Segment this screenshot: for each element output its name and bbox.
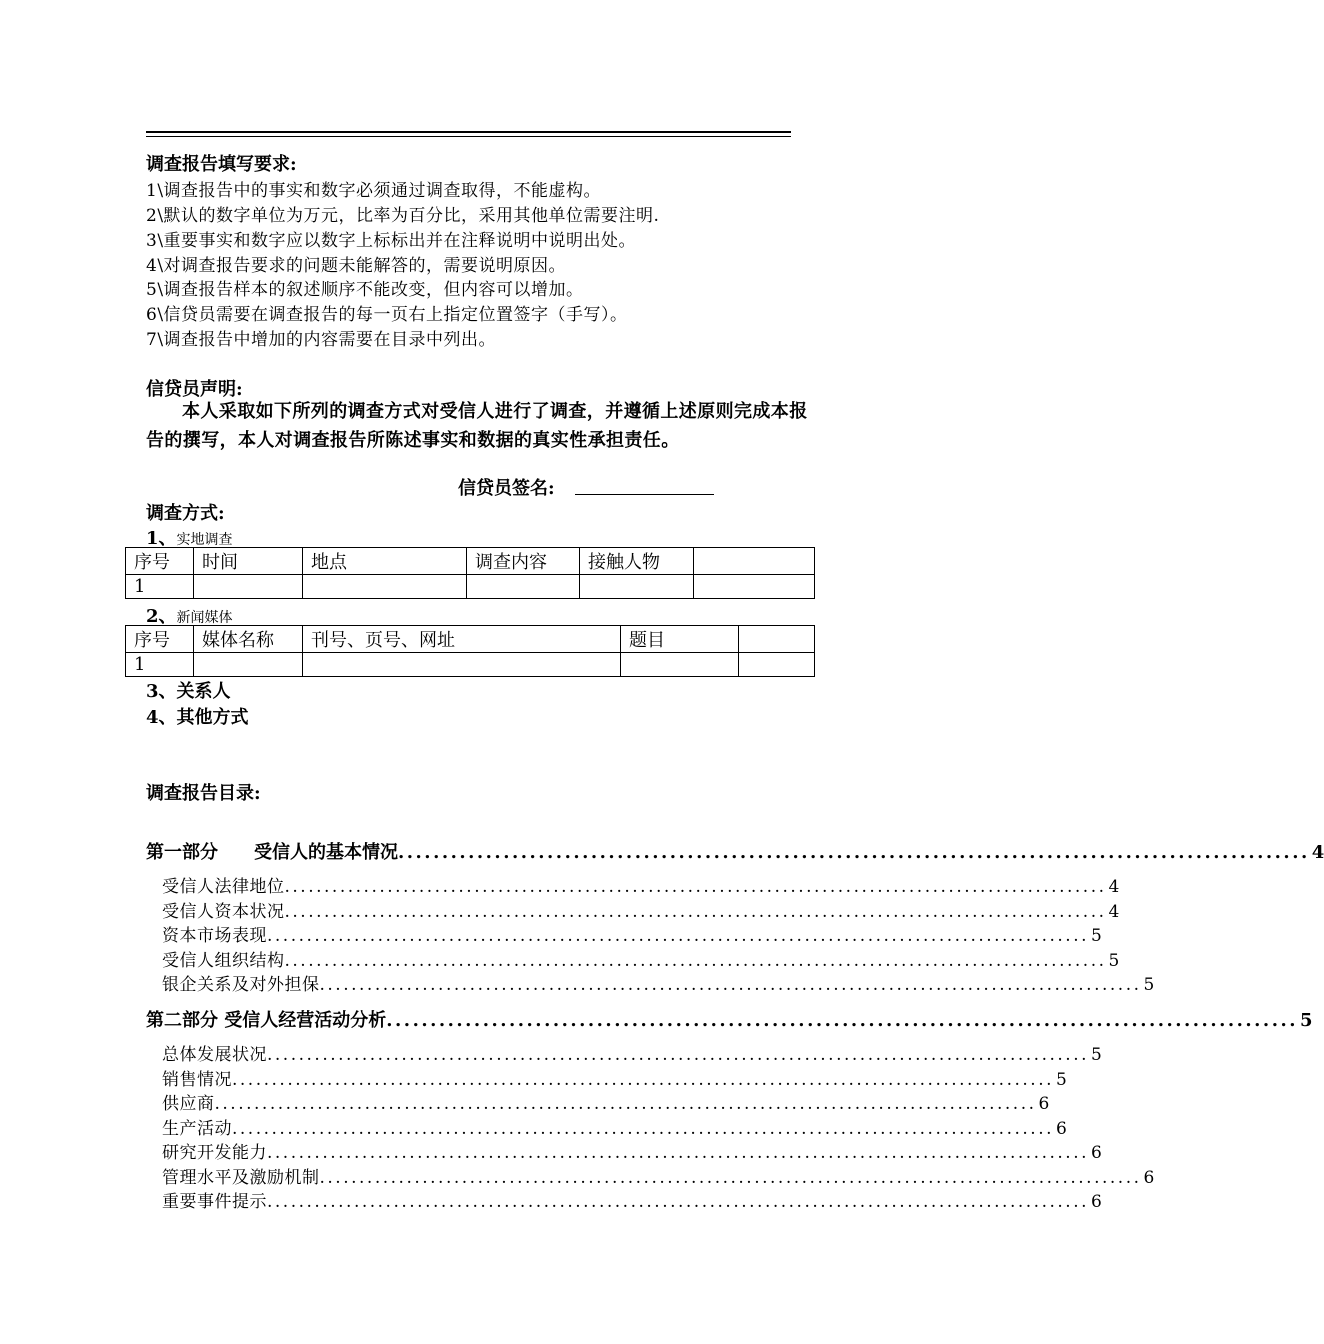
- table-cell: [303, 653, 621, 677]
- toc-page-number: 6: [1091, 1192, 1103, 1212]
- table-cell: [194, 575, 303, 599]
- toc-entry[interactable]: [162, 946, 1120, 971]
- signature-label: 信贷员签名:: [458, 478, 555, 499]
- toc-entry[interactable]: [162, 1065, 1068, 1090]
- toc-entry[interactable]: [162, 921, 1103, 946]
- field-survey-table: [125, 547, 815, 599]
- toc-part-label: 第二部分 受信人经营活动分析: [146, 1010, 387, 1031]
- table-cell: [467, 575, 580, 599]
- toc-page-number: 4: [1108, 877, 1120, 897]
- table-header-cell: [739, 626, 815, 653]
- toc-part-1[interactable]: [146, 838, 1324, 864]
- toc-page-number: 4: [1108, 902, 1120, 922]
- table-row: [126, 653, 815, 677]
- table-header-cell: 题目: [621, 626, 739, 653]
- method-1-label: 实地调查: [176, 532, 233, 548]
- toc-entry-label: 银企关系及对外担保: [162, 975, 320, 995]
- table-cell: [694, 575, 815, 599]
- toc-leader-dots: ........................................................................................................: [267, 1143, 1089, 1163]
- toc-page-number: 6: [1038, 1094, 1050, 1114]
- declaration-text: 本人采取如下所列的调查方式对受信人进行了调查，并遵循上述原则完成本报告的撰写，本人对调查报告所陈述事实和数据的真实性承担责任。: [146, 401, 808, 451]
- toc-page-number: 5: [1091, 1045, 1103, 1065]
- method-2-number: 2、: [146, 606, 177, 627]
- table-header-row: [126, 626, 815, 653]
- toc-entry[interactable]: [162, 1114, 1068, 1139]
- toc-entry[interactable]: [162, 897, 1120, 922]
- toc-leader-dots: ........................................................................................................: [386, 1010, 1298, 1031]
- toc-entry[interactable]: [162, 1138, 1103, 1163]
- table-header-cell: 接触人物: [580, 548, 694, 575]
- toc-leader-dots: ........................................................................................................: [267, 926, 1089, 946]
- toc-leader-dots: ........................................................................................................: [284, 951, 1107, 971]
- table-header-cell: 刊号、页号、网址: [303, 626, 621, 653]
- toc-leader-dots: ........................................................................................................: [319, 975, 1142, 995]
- toc-entry[interactable]: [162, 872, 1120, 897]
- method-3: 3、关系人: [146, 681, 231, 702]
- table-header-cell: 地点: [303, 548, 467, 575]
- toc-entry[interactable]: [162, 1163, 1155, 1188]
- table-header-cell: 媒体名称: [194, 626, 303, 653]
- table-header-cell: 序号: [126, 548, 194, 575]
- table-cell: [303, 575, 467, 599]
- table-cell: [621, 653, 739, 677]
- toc-entry-label: 生产活动: [162, 1119, 232, 1139]
- toc-entry-label: 销售情况: [162, 1070, 232, 1090]
- table-header-cell: 调查内容: [467, 548, 580, 575]
- table-cell: 1: [126, 653, 194, 677]
- table-header-cell: [694, 548, 815, 575]
- toc-page-number: 5: [1143, 975, 1155, 995]
- toc-leader-dots: ........................................................................................................: [398, 842, 1310, 863]
- toc-entry-label: 研究开发能力: [162, 1143, 267, 1163]
- table-cell: [194, 653, 303, 677]
- toc-leader-dots: ........................................................................................................: [232, 1119, 1054, 1139]
- toc-part-label: 第一部分 受信人的基本情况: [146, 842, 398, 863]
- toc-page-number: 6: [1091, 1143, 1103, 1163]
- toc-entry-label: 受信人资本状况: [162, 902, 285, 922]
- requirement-item: 1\调查报告中的事实和数字必须通过调查取得，不能虚构。: [146, 181, 602, 201]
- toc-page-number: 5: [1091, 926, 1103, 946]
- method-2-label: 新闻媒体: [176, 610, 233, 626]
- toc-leader-dots: ........................................................................................................: [267, 1192, 1089, 1212]
- toc-entry-label: 受信人组织结构: [162, 951, 285, 971]
- toc-page-number: 5: [1056, 1070, 1068, 1090]
- requirement-item: 6\信贷员需要在调查报告的每一页右上指定位置签字（手写）。: [146, 305, 628, 325]
- toc-entry-label: 重要事件提示: [162, 1192, 267, 1212]
- method-1-number: 1、: [146, 528, 177, 549]
- toc-page-number: 6: [1056, 1119, 1068, 1139]
- requirement-item: 4\对调查报告要求的问题未能解答的，需要说明原因。: [146, 256, 567, 276]
- news-media-table: [125, 625, 815, 677]
- toc-leader-dots: ........................................................................................................: [232, 1070, 1054, 1090]
- toc-entry-label: 总体发展状况: [162, 1045, 267, 1065]
- requirement-item: 7\调查报告中增加的内容需要在目录中列出。: [146, 330, 497, 350]
- table-header-cell: 序号: [126, 626, 194, 653]
- table-header-cell: 时间: [194, 548, 303, 575]
- table-cell: [580, 575, 694, 599]
- table-cell: 1: [126, 575, 194, 599]
- toc-leader-dots: ........................................................................................................: [284, 902, 1107, 922]
- declaration-title: 信贷员声明:: [146, 379, 243, 400]
- toc-leader-dots: ........................................................................................................: [319, 1168, 1142, 1188]
- double-rule-bottom: [146, 136, 791, 138]
- toc-entry-label: 受信人法律地位: [162, 877, 285, 897]
- requirement-item: 3\重要事实和数字应以数字上标标出并在注释说明中说明出处。: [146, 231, 637, 251]
- toc-entry[interactable]: [162, 1040, 1103, 1065]
- toc-entry[interactable]: [162, 970, 1155, 995]
- toc-title: 调查报告目录:: [146, 783, 261, 804]
- toc-leader-dots: ........................................................................................................: [214, 1094, 1037, 1114]
- toc-entry-label: 管理水平及激励机制: [162, 1168, 320, 1188]
- requirements-title: 调查报告填写要求:: [146, 154, 297, 175]
- toc-entry[interactable]: [162, 1187, 1103, 1212]
- table-row: [126, 575, 815, 599]
- table-header-row: [126, 548, 815, 575]
- methods-title: 调查方式:: [146, 503, 225, 524]
- toc-part-2[interactable]: [146, 1006, 1313, 1032]
- requirement-item: 5\调查报告样本的叙述顺序不能改变，但内容可以增加。: [146, 280, 584, 300]
- toc-entry[interactable]: [162, 1089, 1050, 1114]
- signature-line: [575, 494, 714, 495]
- toc-page-number: 6: [1143, 1168, 1155, 1188]
- toc-entry-label: 资本市场表现: [162, 926, 267, 946]
- requirement-item: 2\默认的数字单位为万元，比率为百分比，采用其他单位需要注明.: [146, 206, 660, 226]
- double-rule-top: [146, 131, 791, 133]
- table-cell: [739, 653, 815, 677]
- toc-entry-label: 供应商: [162, 1094, 215, 1114]
- toc-page-number: 4: [1311, 842, 1324, 863]
- toc-leader-dots: ........................................................................................................: [284, 877, 1107, 897]
- toc-page-number: 5: [1300, 1010, 1313, 1031]
- method-4: 4、其他方式: [146, 707, 249, 728]
- toc-leader-dots: ........................................................................................................: [267, 1045, 1089, 1065]
- toc-page-number: 5: [1108, 951, 1120, 971]
